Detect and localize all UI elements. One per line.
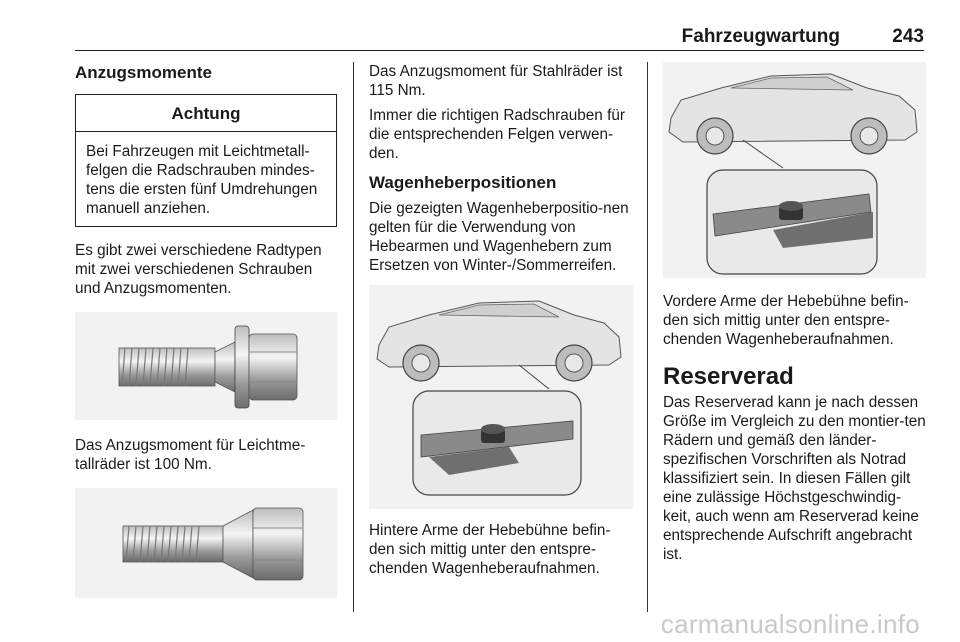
watermark: carmanualsonline.info — [660, 609, 920, 639]
column-divider — [647, 62, 648, 612]
page-header — [75, 26, 924, 50]
figure-wheel-bolt-steel — [75, 488, 337, 598]
caution-box — [75, 94, 337, 227]
page-number: 243 — [892, 26, 924, 47]
wheel-bolt-steel-illustration — [75, 488, 337, 598]
paragraph-wagenheberpositionen: Die gezeigten Wagenheberpositio-nen gelten für die Verwendung von Hebearmen und Wagenhebern zum Ersetzen von Winter-/Sommerreifen. — [369, 200, 629, 274]
column-3 — [663, 62, 926, 564]
caution-title: Achtung — [76, 95, 336, 132]
rear-lift-point-illustration — [369, 285, 633, 509]
column-2 — [369, 62, 633, 578]
section-title: Fahrzeugwartung — [681, 26, 840, 47]
heading-wagenheberpositionen: Wagenheberpositionen — [369, 173, 557, 192]
paragraph-reserverad: Das Reserverad kann je nach dessen Größe im Vergleich zu den montier-ten Rädern und gemäß den länder-spezifischen Vorschriften als Notrad klassifiziert sein. In diesen Fällen gilt eine zulässige Höchstgeschwindig-keit, auch wenn am Reserverad keine entsprechende Aufschrift angebracht ist. — [663, 394, 926, 563]
header-rule — [75, 50, 924, 51]
figure-rear-lift-point — [369, 285, 633, 509]
caution-text: Bei Fahrzeugen mit Leichtmetall-felgen die Radschrauben mindes-tens die ersten fünf Umdrehungen manuell anziehen. — [86, 143, 318, 217]
column-1 — [75, 62, 337, 598]
figure-front-lift-point — [663, 62, 926, 278]
paragraph-vordere-arme: Vordere Arme der Hebebühne befin-den sich mittig unter den entspre-chenden Wagenheberaufnahmen. — [663, 293, 909, 348]
wheel-bolt-alloy-illustration — [75, 312, 337, 420]
paragraph-radschrauben: Immer die richtigen Radschrauben für die entsprechenden Felgen verwen-den. — [369, 107, 625, 162]
figure-wheel-bolt-alloy — [75, 312, 337, 420]
heading-anzugsmomente: Anzugsmomente — [75, 63, 212, 82]
heading-reserverad: Reserverad — [663, 363, 794, 390]
paragraph-stahl-torque: Das Anzugsmoment für Stahlräder ist 115 Nm. — [369, 63, 623, 99]
column-divider — [353, 62, 354, 612]
front-lift-point-illustration — [663, 62, 926, 278]
paragraph-hintere-arme: Hintere Arme der Hebebühne befin-den sich mittig unter den entspre-chenden Wagenheberaufnahmen. — [369, 522, 611, 577]
paragraph-radtypen: Es gibt zwei verschiedene Radtypen mit zwei verschiedenen Schrauben und Anzugsmomenten. — [75, 242, 322, 297]
paragraph-leichtmetall-torque: Das Anzugsmoment für Leichtme-tallräder ist 100 Nm. — [75, 437, 306, 473]
